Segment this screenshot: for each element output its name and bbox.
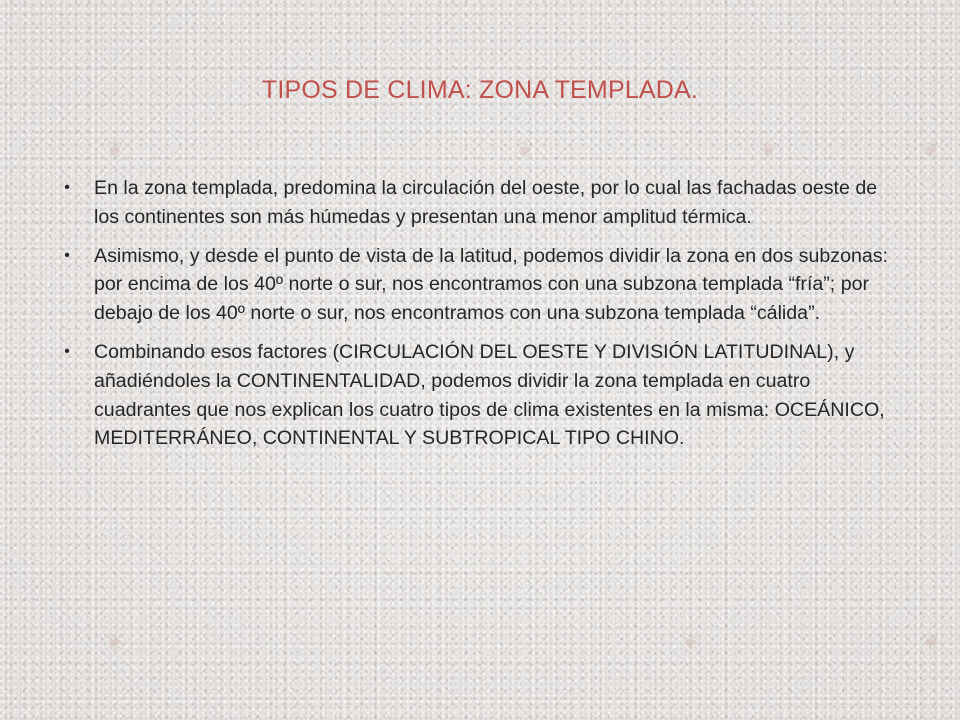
ornament-icon: ❦ (515, 138, 535, 163)
bullet-item (60, 338, 900, 453)
bullet-text: Combinando esos factores (CIRCULACIÓN DEL OESTE Y DIVISIÓN LATITUDINAL), y añadiéndoles la CONTINENTALIDAD, podemos dividir la zona templada en cuatro cuadrantes que nos explican los cuatro tipos de clima existentes en la misma: OCEÁNICO, MEDITERRÁNEO, CONTINENTAL Y SUBTROPICAL TIPO CHINO. (94, 340, 885, 450)
bullet-text: Asimismo, y desde el punto de vista de la latitud, podemos dividir la zona en dos subzonas: por encima de los 40º norte o sur, nos encontramos con una subzona templada “fría”; por debajo de los 40º norte o sur, nos encontramos con una subzona templada “cálida”. (94, 244, 888, 325)
bullet-icon: • (64, 246, 70, 264)
bullet-item (60, 174, 900, 232)
bullet-text: En la zona templada, predomina la circulación del oeste, por lo cual las fachadas oeste de los continentes son más húmedas y presentan una menor amplitud térmica. (94, 177, 878, 228)
slide-body (60, 174, 900, 463)
slide-title: TIPOS DE CLIMA: ZONA TEMPLADA. (261, 76, 699, 104)
bullet-icon: • (64, 342, 70, 360)
ornament-icon: ❦ (921, 138, 941, 163)
ornament-icon: ❦ (105, 630, 125, 655)
bullet-icon: • (64, 179, 70, 196)
ornament-icon: ❦ (681, 630, 701, 655)
bullet-list (60, 174, 900, 453)
ornament-icon: ❦ (105, 138, 125, 163)
bullet-item (60, 242, 900, 328)
ornament-icon: ❦ (759, 138, 779, 163)
ornament-icon: ❦ (921, 630, 941, 655)
